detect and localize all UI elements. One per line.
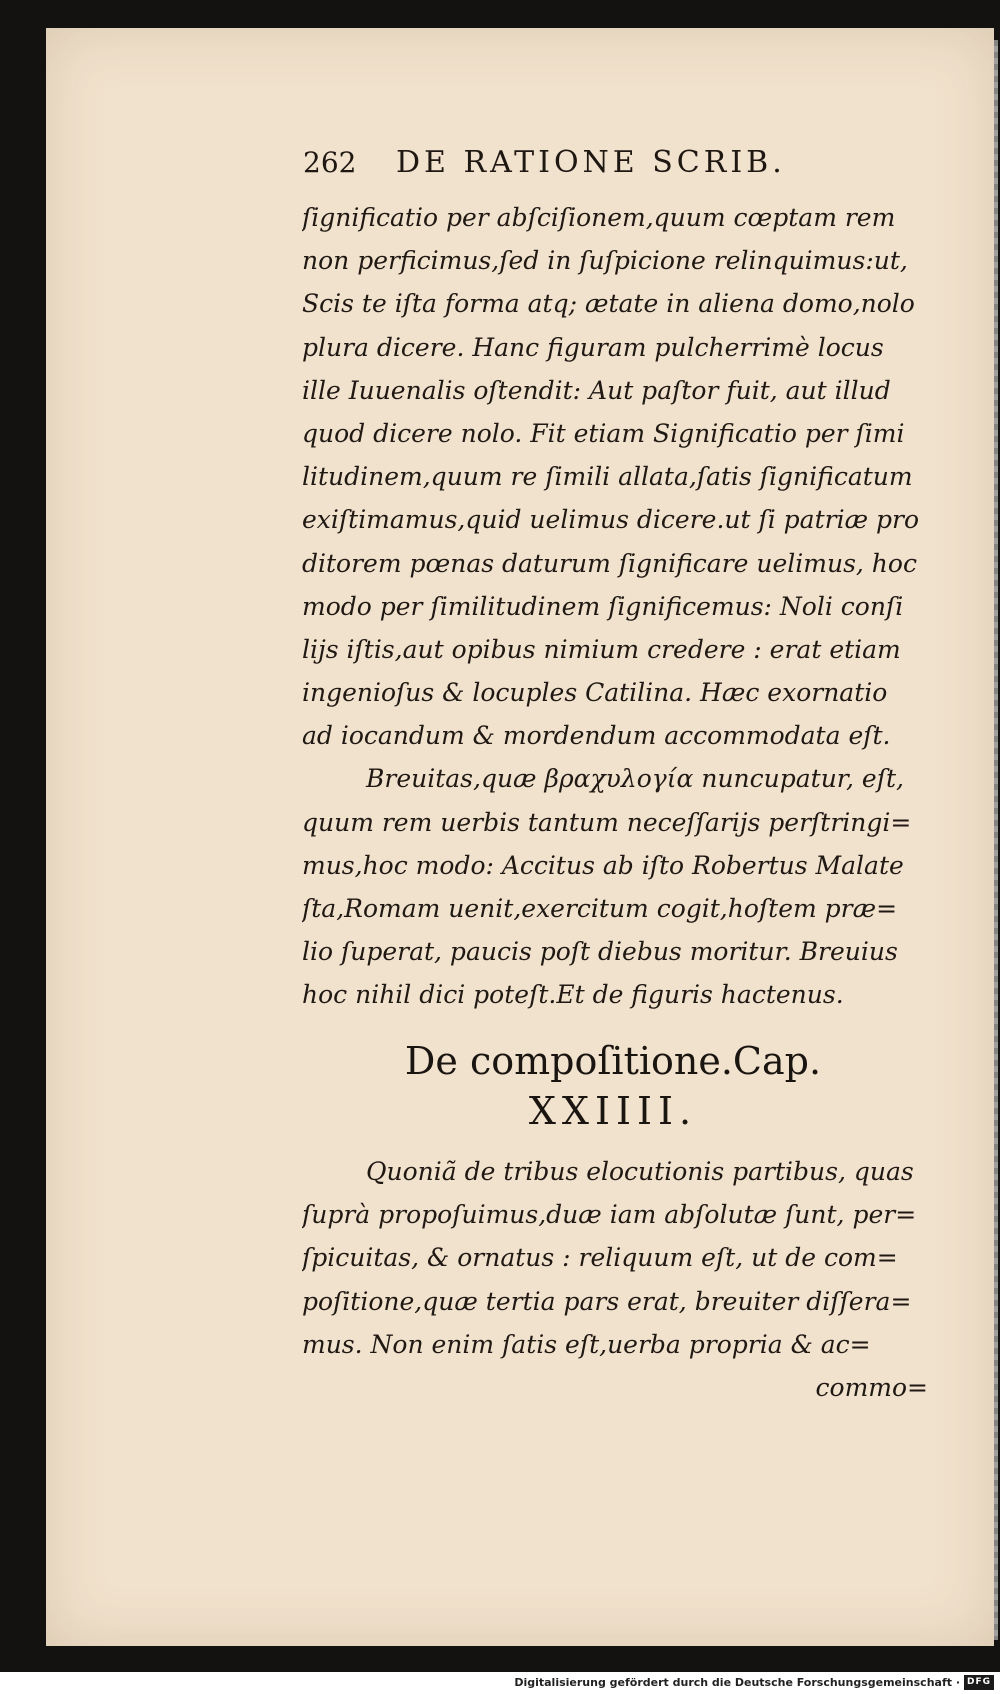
text-line: non perficimus,ſed in ſuſpicione relinquimus:ut, xyxy=(302,246,908,276)
running-title: DE RATIONE SCRIB. xyxy=(396,145,786,180)
text-block-1 xyxy=(302,196,942,1017)
text-line: poſitione,quæ tertia pars erat, breuiter diſſera= xyxy=(302,1286,912,1316)
text-line: exiſtimamus,quid uelimus dicere.ut ſi patriæ pro xyxy=(302,505,920,535)
text-line: litudinem,quum re ſimili allata,ſatis ſignificatum xyxy=(302,462,913,492)
text-line: plura dicere. Hanc figuram pulcherrimè locus xyxy=(302,332,884,362)
text-line: hoc nihil dici poteſt.Et de figuris hactenus. xyxy=(302,980,844,1010)
text-line: Scis te iſta forma atq; ætate in aliena domo,nolo xyxy=(302,289,915,319)
text-line: ingenioſus & locuples Catilina. Hæc exornatio xyxy=(302,678,888,708)
text-line: ſignificatio per abſciſionem,quum cœptam rem xyxy=(302,203,896,232)
text-line: quum rem uerbis tantum neceſſarijs perſtringi= xyxy=(302,807,912,837)
text-line: mus. Non enim ſatis eſt,uerba propria & ac= xyxy=(302,1329,871,1359)
chapter-number: XXIIII. xyxy=(528,1089,698,1133)
dfg-logo-icon: DFG xyxy=(964,1675,994,1690)
chapter-heading xyxy=(300,1036,926,1136)
text-line: ſuprà propoſuimus,duæ iam abſolutæ ſunt, per= xyxy=(302,1200,917,1230)
text-line: ille Iuuenalis oſtendit: Aut paſtor fuit, aut illud xyxy=(302,375,891,405)
text-line: ad iocandum & mordendum accommodata eſt. xyxy=(302,721,891,751)
text-line: lio ſuperat, paucis poſt diebus moritur. Breuius xyxy=(302,937,898,967)
digitization-credit: Digitalisierung gefördert durch die Deutsche Forschungsgemeinschaft · xyxy=(514,1676,960,1689)
text-line: ditorem pœnas daturum ſignificare uelimus, hoc xyxy=(302,548,917,578)
text-line: Quoniã de tribus elocutionis partibus, quas xyxy=(366,1157,914,1186)
text-line: Breuitas,quæ βραχυλογία nuncupatur, eſt, xyxy=(366,764,904,794)
text-line: lijs iſtis,aut opibus nimium credere : erat etiam xyxy=(302,634,901,664)
text-block-2 xyxy=(302,1150,942,1409)
page-edge xyxy=(994,40,998,1640)
text-line: ſta,Romam uenit,exercitum cogit,hoſtem præ= xyxy=(302,894,898,923)
catchword: commo= xyxy=(815,1372,928,1402)
text-line: quod dicere nolo. Fit etiam Significatio per ſimi xyxy=(302,418,905,448)
text-line: modo per ſimilitudinem ſignificemus: Noli conſi xyxy=(302,591,904,621)
running-header xyxy=(303,145,786,180)
text-line: mus,hoc modo: Accitus ab iſto Robertus Malate xyxy=(302,850,904,880)
text-line: ſpicuitas, & ornatus : reliquum eſt, ut de com= xyxy=(302,1243,898,1273)
chapter-title: De compoſitione.Cap. xyxy=(404,1039,822,1083)
page-number: 262 xyxy=(303,146,357,179)
